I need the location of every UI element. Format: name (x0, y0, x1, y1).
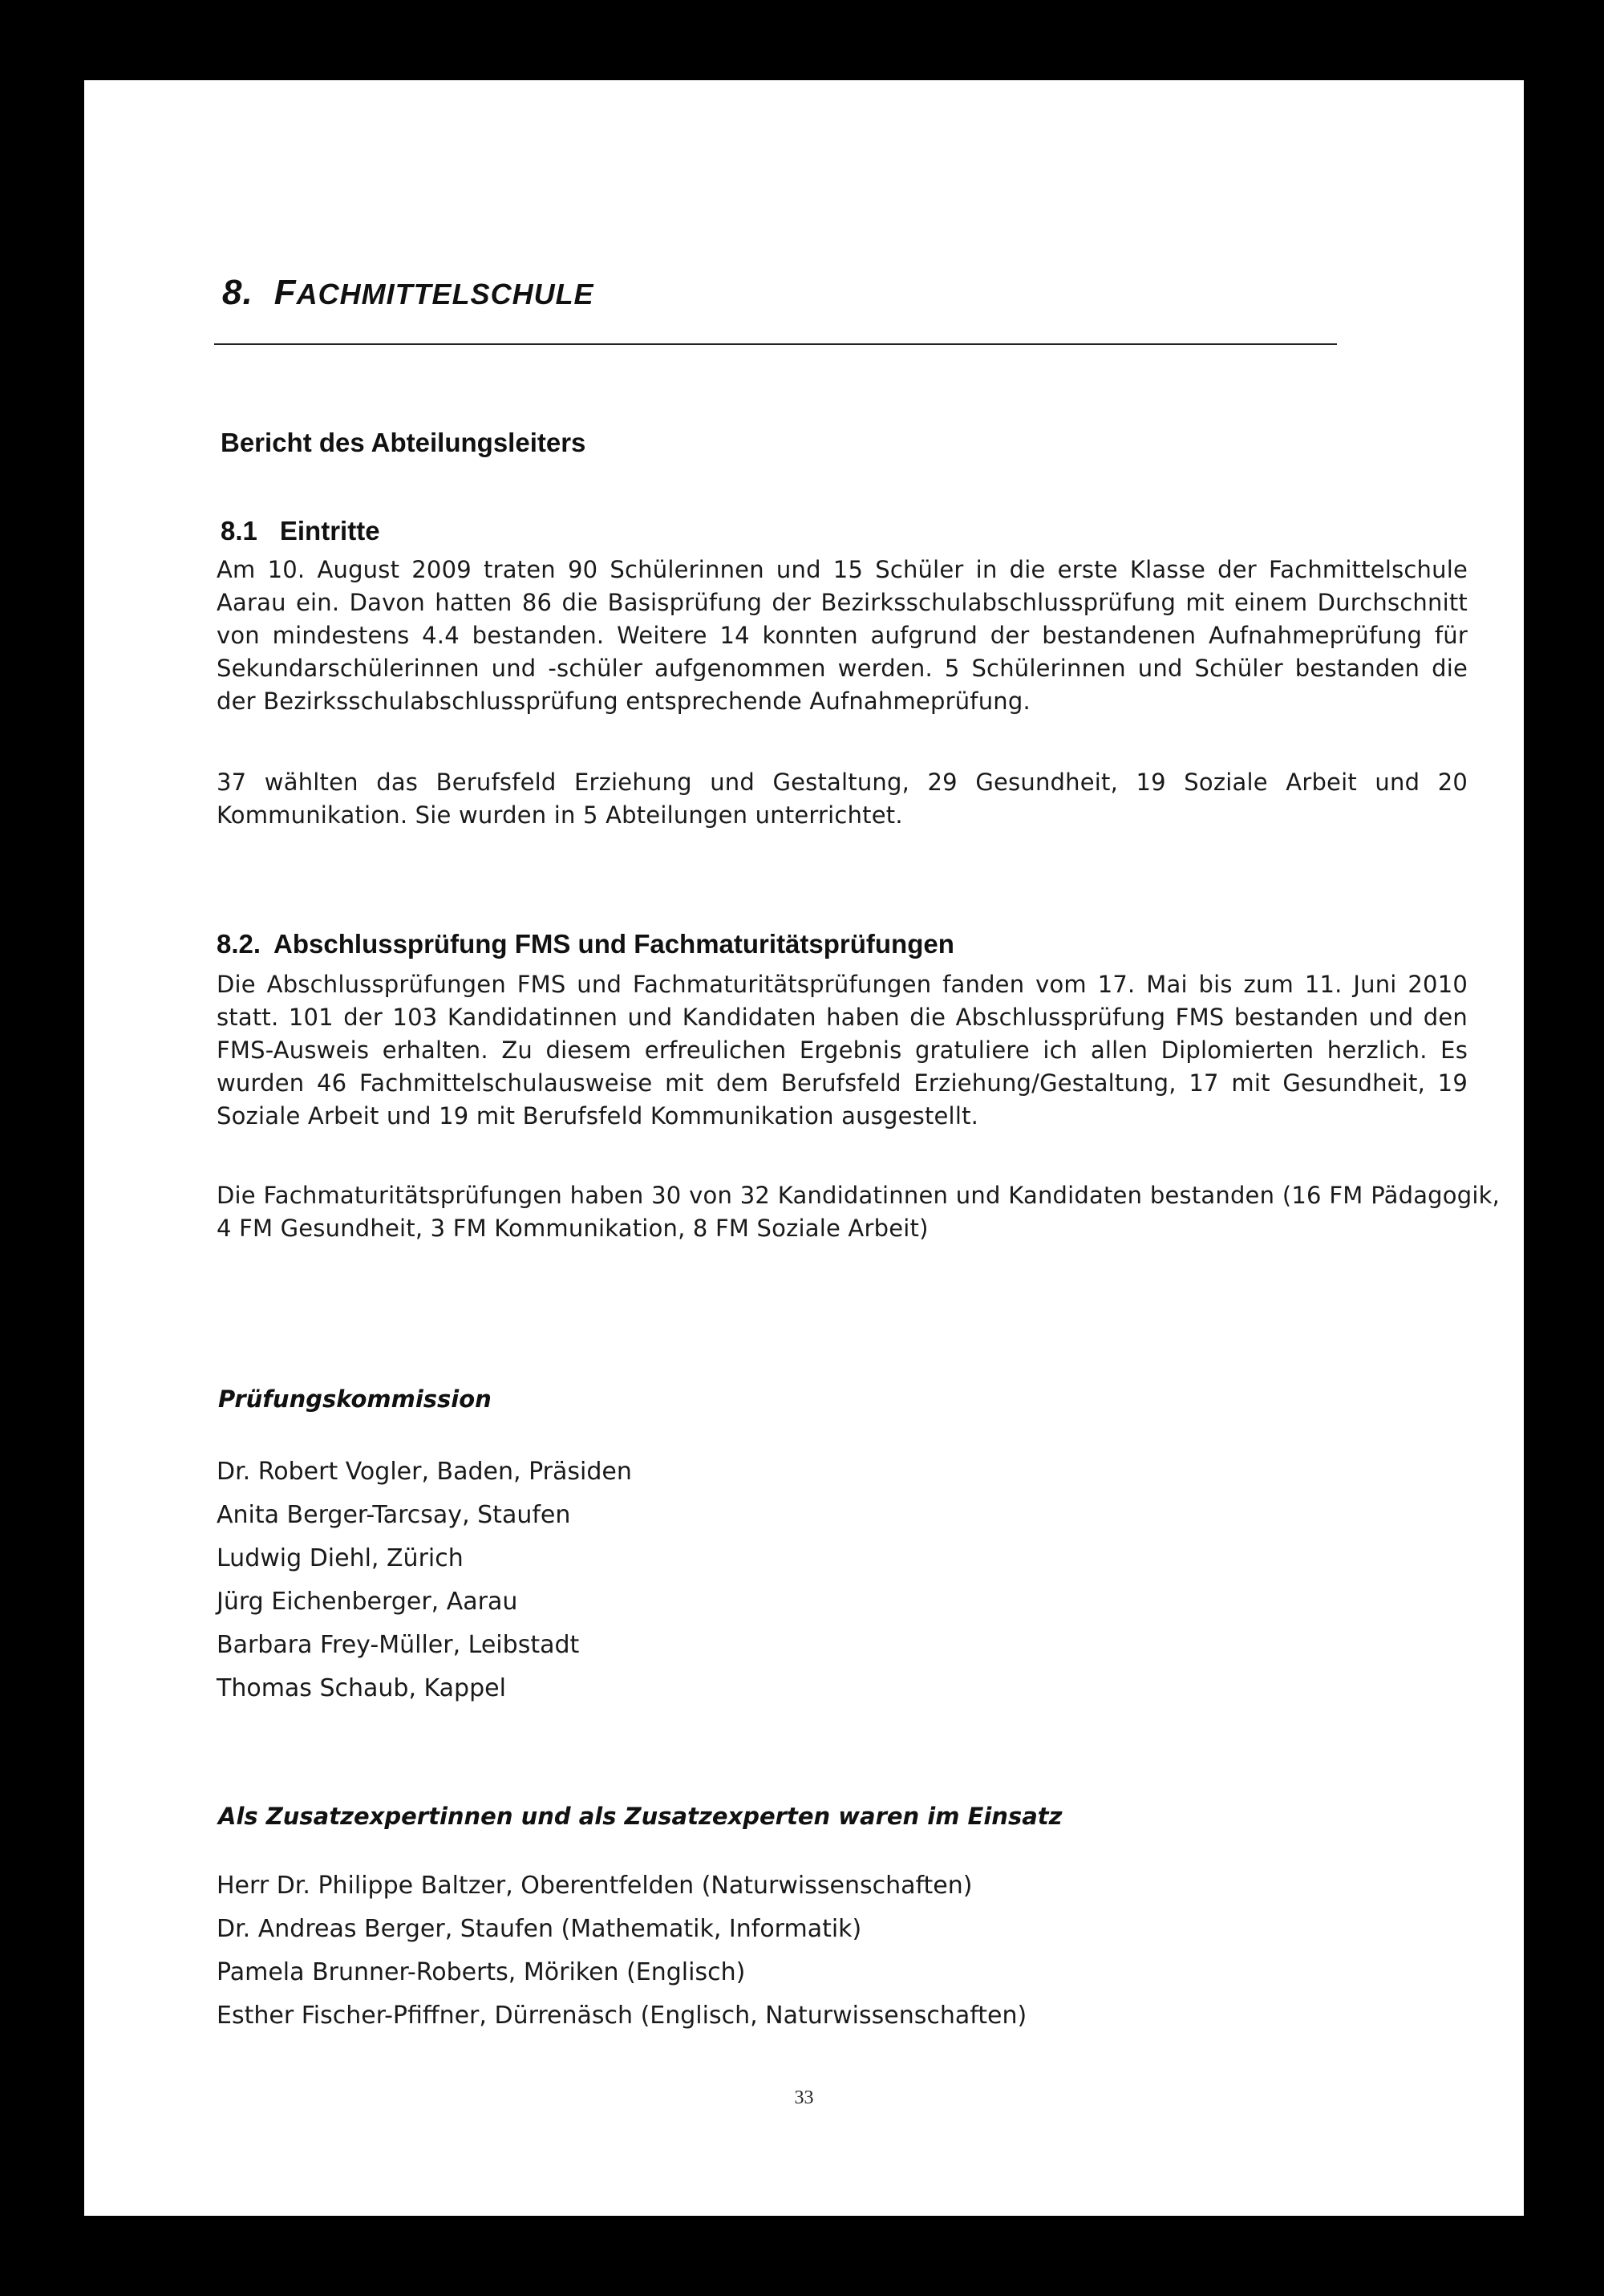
list-item: Herr Dr. Philippe Baltzer, Oberentfelden (Naturwissenschaften) (217, 1872, 973, 1900)
page-number: 33 (794, 2087, 814, 2108)
section-8-1-paragraph-2: 37 wählten das Berufsfeld Erziehung und Gestaltung, 29 Gesundheit, 19 Soziale Arbeit und 20 Kommunikation. Sie wurden in 5 Abteilungen unterrichtet. (217, 769, 1468, 829)
chapter-title-initial: F (273, 273, 297, 312)
list-item: Barbara Frey-Müller, Leibstadt (217, 1631, 580, 1659)
experts-heading: Als Zusatzexpertinnen und als Zusatzexperten waren im Einsatz (218, 1803, 1063, 1830)
section-8-2-paragraph-2: Die Fachmaturitätsprüfungen haben 30 von 32 Kandidatinnen und Kandidaten bestanden (16 FM Pädagogik, 4 FM Gesundheit, 3 FM Kommunikation, 8 FM Soziale Arbeit) (217, 1182, 1500, 1242)
section-8-2-number: 8.2. (217, 929, 261, 959)
commission-heading: Prüfungskommission (218, 1385, 492, 1413)
section-8-2-paragraph-1: Die Abschlussprüfungen FMS und Fachmaturitätsprüfungen fanden vom 17. Mai bis zum 11. Juni 2010 statt. 101 der 103 Kandidatinnen und Kandidaten haben die Abschlussprüfung FMS bestanden und den FMS-Ausweis erhalten. Zu diesem erfreulichen Ergebnis gratuliere ich allen Diplomierten herzlich. Es wurden 46 Fachmittelschulausweise mit dem Berufsfeld Erziehung/Gestaltung, 17 mit Gesundheit, 19 Soziale Arbeit und 19 mit Berufsfeld Kommunikation ausgestellt. (217, 971, 1468, 1130)
list-item: Anita Berger-Tarcsay, Staufen (217, 1501, 571, 1529)
list-item: Jürg Eichenberger, Aarau (217, 1588, 518, 1616)
list-item: Dr. Andreas Berger, Staufen (Mathematik, Informatik) (217, 1915, 862, 1943)
title-divider (214, 343, 1337, 345)
section-8-1-paragraph-1: Am 10. August 2009 traten 90 Schülerinnen und 15 Schüler in die erste Klasse der Fachmittelschule Aarau ein. Davon hatten 86 die Basisprüfung der Bezirksschulabschlussprüfung mit einem Durchschnitt von mindestens 4.4 bestanden. Weitere 14 konnten aufgrund der bestandenen Aufnahmeprüfung für Sekundarschülerinnen und -schüler aufgenommen werden. 5 Schülerinnen und Schüler bestanden die der Bezirksschulabschlussprüfung entsprechende Aufnahmeprüfung. (217, 556, 1468, 715)
chapter-title-rest: ACHMITTELSCHULE (296, 278, 594, 310)
report-heading: Bericht des Abteilungsleiters (221, 428, 586, 457)
document-page (84, 80, 1524, 2216)
experts-list (217, 1864, 1027, 2038)
chapter-number: 8. (222, 273, 253, 312)
chapter-title (222, 273, 594, 313)
list-item: Thomas Schaub, Kappel (217, 1674, 506, 1702)
section-8-1-heading (221, 516, 380, 546)
list-item: Dr. Robert Vogler, Baden, Präsiden (217, 1458, 632, 1486)
commission-list (217, 1450, 632, 1710)
list-item: Pamela Brunner-Roberts, Möriken (Englisch) (217, 1958, 746, 1986)
section-8-1-number: 8.1 (221, 516, 257, 546)
section-8-2-title: Abschlussprüfung FMS und Fachmaturitätsprüfungen (273, 929, 954, 959)
list-item: Esther Fischer-Pfiffner, Dürrenäsch (Englisch, Naturwissenschaften) (217, 2002, 1027, 2030)
section-8-1-title: Eintritte (279, 516, 380, 546)
list-item: Ludwig Diehl, Zürich (217, 1544, 464, 1572)
section-8-2-heading (217, 929, 954, 959)
